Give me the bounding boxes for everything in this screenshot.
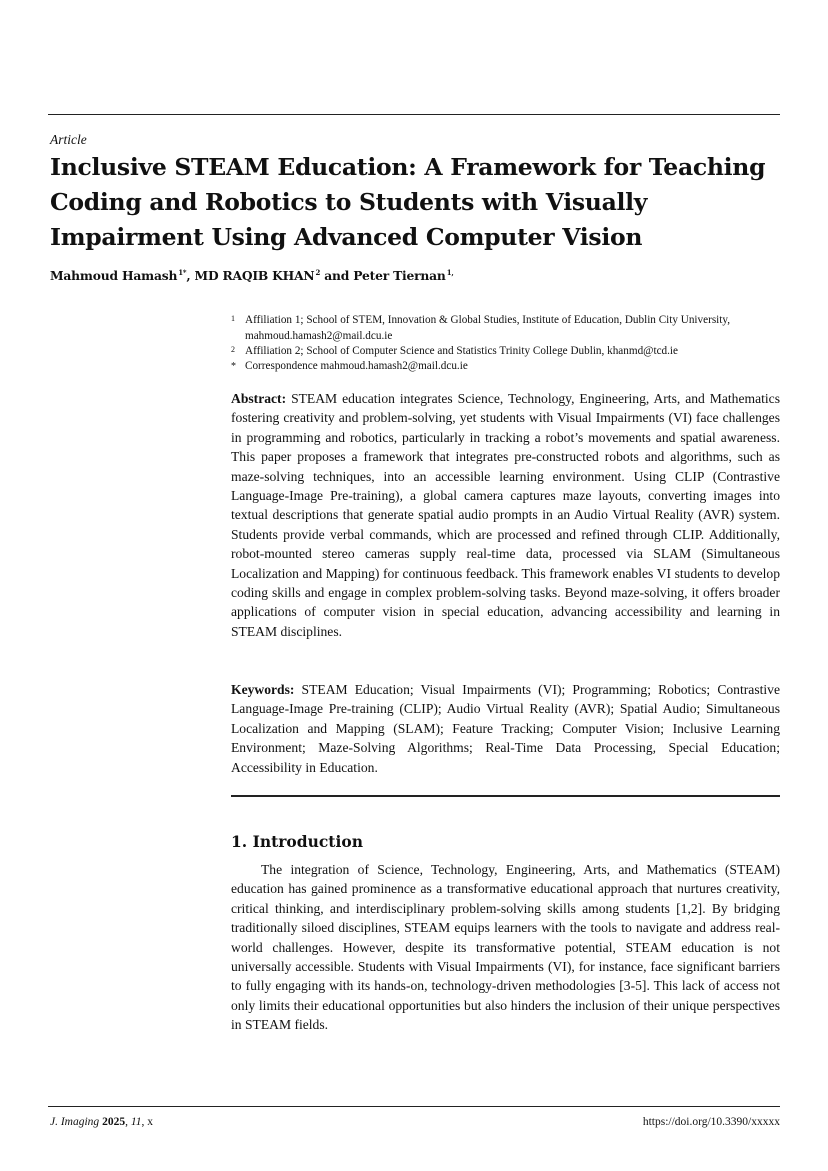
affiliation-text: Affiliation 2; School of Computer Science and Statistics Trinity College Dublin, khanmd@tcd.ie [245, 345, 679, 357]
section-heading: 1. Introduction [231, 832, 363, 851]
article-type-label: Article [50, 132, 87, 147]
affiliation-marker: 2 [231, 345, 235, 354]
header-rule [48, 114, 780, 115]
author-name: Mahmoud Hamash [50, 268, 178, 284]
journal-citation: J. Imaging 2025, 11, x [50, 1116, 153, 1128]
author-affiliation-marker: 1, [446, 268, 454, 277]
abstract-label: Abstract: [231, 391, 287, 406]
introduction-paragraph: The integration of Science, Technology, Engineering, Arts, and Mathematics (STEAM) education has gained prominence as a transformative educational approach that nurtures creativity, critical thinking, and interdisciplinary problem-solving skills among students [1,2]. By bridging traditionally siloed disciplines, STEAM equips learners with the tools to navigate and address real-world challenges. However, despite its transformative potential, STEAM education is not universally accessible. Students with Visual Impairments (VI), for instance, face significant barriers to fully engaging with its hands-on, technology-driven methodologies [3-5]. This lack of access not only limits their educational opportunities but also hinders the inclusion of their unique perspectives in STEAM fields. [231, 862, 780, 1033]
keywords-paragraph [231, 680, 780, 777]
journal-page: , x [141, 1116, 153, 1128]
correspondence-item [231, 359, 780, 375]
footer-rule [48, 1106, 780, 1107]
author-separator: and [320, 268, 354, 284]
section-divider [231, 795, 780, 797]
journal-name: J. Imaging [50, 1116, 100, 1128]
correspondence-text: Correspondence mahmoud.hamash2@mail.dcu.ie [245, 360, 468, 372]
keywords-text: STEAM Education; Visual Impairments (VI); Programming; Robotics; Contrastive Language-Image Pre-training (CLIP); Audio Virtual Reality (AVR); Spatial Audio; Simultaneous Localization and Mapping (SLAM); Feature Tracking; Computer Vision; Inclusive Learning Environment; Maze-Solving Algorithms; Real-Time Data Processing, Special Education; Accessibility in Education. [231, 682, 780, 775]
author-list [50, 268, 454, 283]
affiliation-item [231, 344, 780, 360]
abstract-text: STEAM education integrates Science, Technology, Engineering, Arts, and Mathematics fostering creativity and problem-solving, yet students with Visual Impairments (VI) face challenges in programming and robotics, particularly in tracking a robot’s movements and spatial awareness. This paper proposes a framework that integrates pre-constructed robots and algorithms, such as maze-solving techniques, into an accessible learning environment. Using CLIP (Contrastive Language-Image Pre-training), a global camera captures maze layouts, converting images into textual descriptions that generate spatial audio prompts in an Audio Virtual Reality (AVR) system. Students provide verbal commands, which are processed and refined through CLIP. Additionally, robot-mounted stereo cameras supply real-time data, processed via SLAM (Simultaneous Localization and Mapping) for continuous feedback. This framework enables VI students to develop coding skills and engage in complex problem-solving tasks. Beyond maze-solving, it offers broader applications of computer vision in special education, advancing accessibility and learning in STEAM disciplines. [231, 391, 780, 639]
doi-link[interactable]: https://doi.org/10.3390/xxxxx [642, 1116, 780, 1128]
author-name: Peter Tiernan [353, 268, 446, 284]
author-separator: , [186, 268, 195, 284]
journal-volume: 11 [130, 1116, 142, 1128]
keywords-label: Keywords: [231, 682, 295, 697]
abstract-paragraph [231, 389, 780, 641]
affiliation-item [231, 313, 780, 344]
paper-title: Inclusive STEAM Education: A Framework for Teaching Coding and Robotics to Students with Visually Impairment Using Advanced Computer Vision [50, 153, 766, 251]
correspondence-marker: * [231, 361, 236, 372]
author-affiliation-marker: 1* [178, 268, 187, 277]
journal-year: 2025 [102, 1116, 126, 1128]
affiliation-text: Affiliation 1; School of STEM, Innovation & Global Studies, Institute of Education, Dublin City University, mahmoud.hamash2@mail.dcu.ie [245, 314, 731, 342]
affiliation-marker: 1 [231, 314, 235, 323]
author-affiliation-marker: 2 [315, 268, 321, 277]
author-name: MD RAQIB KHAN [194, 268, 315, 284]
